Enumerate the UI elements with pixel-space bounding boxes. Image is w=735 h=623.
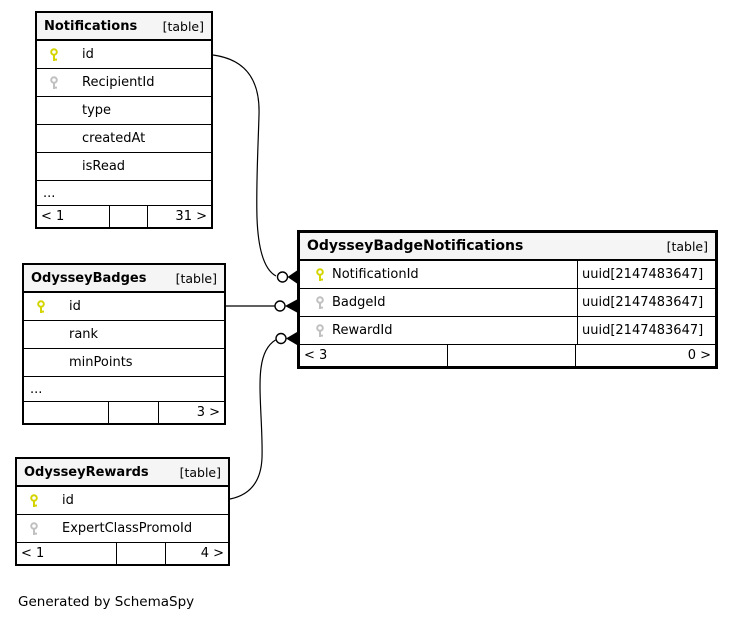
column-row	[17, 514, 228, 542]
table-name: OdysseyBadgeNotifications	[307, 238, 524, 254]
table-header[interactable]	[24, 265, 224, 292]
open-dot-icon	[278, 272, 288, 282]
open-dot-icon	[275, 301, 285, 311]
column-row	[37, 40, 211, 68]
footer-prev-count: < 3	[304, 348, 328, 363]
table-node-notifications[interactable]	[35, 11, 213, 229]
footer-mid-cell	[447, 345, 576, 366]
table-node-odysseybadges[interactable]	[22, 263, 226, 425]
table-name: OdysseyRewards	[24, 464, 149, 480]
footer-prev-count: < 1	[21, 546, 45, 561]
primary-key-icon	[47, 48, 61, 62]
table-tag: [table]	[666, 238, 708, 254]
table-header[interactable]	[37, 13, 211, 40]
table-name: Notifications	[44, 18, 138, 34]
foreign-key-icon	[27, 522, 41, 536]
column-name: id	[82, 47, 94, 62]
ellipsis-row: ...	[37, 180, 211, 205]
foreign-key-icon	[313, 324, 327, 338]
footer-next-count: 31 >	[175, 209, 207, 224]
column-row	[300, 260, 715, 288]
table-header[interactable]	[17, 459, 228, 486]
crow-foot-arrow-icon	[288, 271, 298, 284]
column-row	[37, 152, 211, 180]
column-name: type	[82, 103, 112, 118]
column-row	[17, 486, 228, 514]
footer-mid-cell	[109, 206, 148, 227]
column-name: isRead	[82, 159, 126, 174]
table-tag: [table]	[175, 270, 217, 286]
footer-next-count: 0 >	[687, 348, 711, 363]
table-node-odysseyrewards[interactable]	[15, 457, 230, 566]
relationship-notifications-to-notificationid	[213, 55, 297, 284]
primary-key-icon	[34, 300, 48, 314]
table-node-odysseybadgenotifications[interactable]	[297, 230, 718, 369]
column-row	[300, 288, 715, 316]
column-name: id	[69, 299, 81, 314]
ellipsis-row: ...	[24, 376, 224, 401]
table-footer	[17, 542, 228, 564]
primary-key-icon	[27, 494, 41, 508]
table-footer	[24, 401, 224, 423]
column-type: uuid[2147483647]	[577, 289, 715, 316]
footer-next-count: 3 >	[196, 405, 220, 420]
column-row	[37, 96, 211, 124]
column-name: minPoints	[69, 355, 133, 370]
column-name: RecipientId	[82, 75, 155, 90]
column-name: NotificationId	[332, 267, 419, 282]
column-row	[37, 124, 211, 152]
column-row	[24, 292, 224, 320]
primary-key-icon	[313, 268, 327, 282]
open-dot-icon	[276, 334, 286, 344]
table-tag: [table]	[162, 18, 204, 34]
table-footer	[37, 205, 211, 227]
footer-prev-count	[24, 402, 108, 423]
column-row	[24, 320, 224, 348]
column-name: createdAt	[82, 131, 146, 146]
table-name: OdysseyBadges	[31, 270, 147, 286]
column-row	[37, 68, 211, 96]
table-tag: [table]	[179, 464, 221, 480]
column-name: rank	[69, 327, 99, 342]
foreign-key-icon	[47, 76, 61, 90]
column-name: BadgeId	[332, 295, 386, 310]
relationship-odysseybadges-to-badgeid	[226, 300, 297, 313]
footer-prev-count: < 1	[41, 209, 65, 224]
column-name: ExpertClassPromoId	[62, 521, 193, 536]
table-header[interactable]	[300, 233, 715, 260]
foreign-key-icon	[313, 296, 327, 310]
column-row	[24, 348, 224, 376]
column-type: uuid[2147483647]	[577, 317, 715, 344]
column-row	[300, 316, 715, 344]
generated-by-caption: Generated by SchemaSpy	[18, 594, 195, 610]
crow-foot-arrow-icon	[286, 332, 297, 345]
column-name: RewardId	[332, 323, 393, 338]
crow-foot-arrow-icon	[285, 300, 297, 313]
column-name: id	[62, 493, 74, 508]
footer-mid-cell	[116, 543, 166, 564]
table-footer	[300, 344, 715, 366]
column-type: uuid[2147483647]	[577, 261, 715, 288]
footer-next-count: 4 >	[200, 546, 224, 561]
relationship-odysseyrewards-to-rewardid	[230, 332, 297, 499]
footer-mid-cell	[108, 402, 159, 423]
